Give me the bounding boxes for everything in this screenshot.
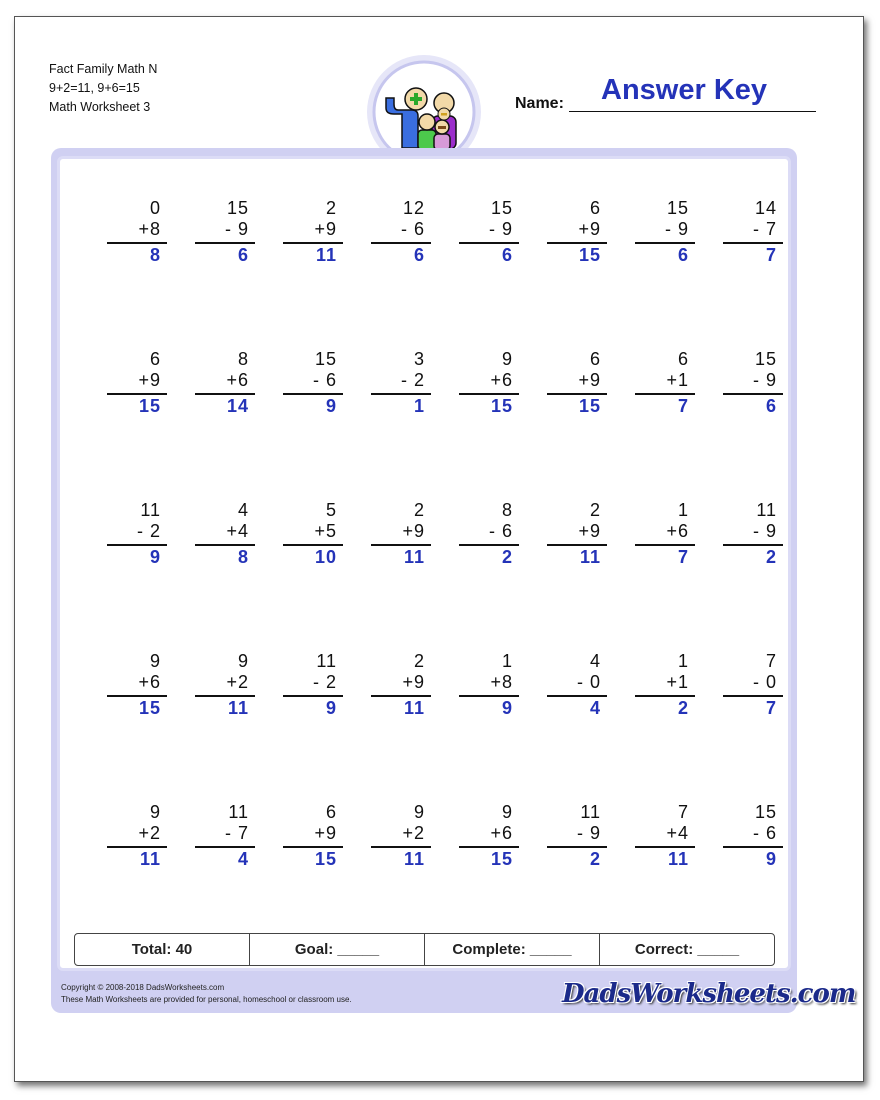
- problem-top-number: 11: [580, 802, 601, 822]
- problem: [283, 802, 343, 872]
- problem-top-number: 7: [677, 802, 689, 822]
- problem: [547, 198, 607, 268]
- answer-key-title: Answer Key: [601, 74, 768, 106]
- answer-line: [723, 242, 783, 244]
- worksheet-subtitle: 9+2=11, 9+6=15: [49, 81, 140, 95]
- answer-line: [459, 393, 519, 395]
- problem: [371, 651, 431, 721]
- problem-top-number: 4: [237, 500, 249, 520]
- problem-answer: 6: [677, 245, 689, 265]
- problem-operand: - 9: [576, 823, 601, 843]
- problem-operand: +6: [666, 521, 689, 541]
- problem-top-number: 12: [402, 198, 425, 218]
- problem-answer: 8: [237, 547, 249, 567]
- answer-line: [635, 695, 695, 697]
- problem: [283, 349, 343, 419]
- problem-answer: 7: [677, 547, 689, 567]
- problem-top-number: 15: [754, 802, 777, 822]
- answer-line: [107, 393, 167, 395]
- problem-answer: 6: [413, 245, 425, 265]
- answer-line: [283, 544, 343, 546]
- answer-line: [283, 393, 343, 395]
- problem-top-number: 2: [325, 198, 337, 218]
- problem-top-number: 9: [237, 651, 249, 671]
- problem: [107, 500, 167, 570]
- problem-operand: - 7: [752, 219, 777, 239]
- problem-answer: 15: [138, 698, 161, 718]
- problem-answer: 15: [578, 396, 601, 416]
- problem-answer: 6: [237, 245, 249, 265]
- problem-answer: 9: [501, 698, 513, 718]
- problem: [635, 802, 695, 872]
- answer-line: [547, 846, 607, 848]
- problem-operand: - 9: [752, 521, 777, 541]
- problem-top-number: 15: [226, 198, 249, 218]
- problem-operand: +9: [578, 370, 601, 390]
- problem: [195, 349, 255, 419]
- answer-line: [459, 695, 519, 697]
- problem-top-number: 6: [325, 802, 337, 822]
- answer-line: [371, 544, 431, 546]
- problem: [635, 651, 695, 721]
- problem-operand: +6: [490, 370, 513, 390]
- problem: [723, 802, 783, 872]
- problem: [195, 198, 255, 268]
- answer-line: [195, 242, 255, 244]
- problem-operand: - 9: [224, 219, 249, 239]
- answer-line: [547, 242, 607, 244]
- problem-operand: +9: [314, 823, 337, 843]
- answer-line: [195, 393, 255, 395]
- problem: [459, 802, 519, 872]
- problem-answer: 2: [765, 547, 777, 567]
- problem-top-number: 15: [666, 198, 689, 218]
- problem-operand: +9: [578, 521, 601, 541]
- problem-answer: 7: [765, 698, 777, 718]
- answer-line: [195, 695, 255, 697]
- problem-answer: 15: [578, 245, 601, 265]
- answer-line: [723, 393, 783, 395]
- answer-line: [635, 393, 695, 395]
- answer-line: [459, 846, 519, 848]
- problem-answer: 8: [149, 245, 161, 265]
- problem-answer: 11: [667, 849, 689, 869]
- problem: [459, 349, 519, 419]
- problem: [635, 500, 695, 570]
- problem-operand: - 7: [224, 823, 249, 843]
- problem-answer: 11: [403, 547, 425, 567]
- problem-operand: +2: [226, 672, 249, 692]
- problem: [459, 500, 519, 570]
- problem-top-number: 9: [501, 802, 513, 822]
- answer-line: [723, 846, 783, 848]
- problem-top-number: 4: [589, 651, 601, 671]
- problem-operand: - 6: [312, 370, 337, 390]
- problem-operand: - 6: [488, 521, 513, 541]
- problem-answer: 9: [765, 849, 777, 869]
- problem-top-number: 6: [589, 349, 601, 369]
- problem-top-number: 1: [677, 500, 689, 520]
- problem-answer: 11: [315, 245, 337, 265]
- problem-top-number: 9: [149, 651, 161, 671]
- answer-line: [723, 695, 783, 697]
- problem-answer: 10: [314, 547, 337, 567]
- problem: [283, 651, 343, 721]
- answer-line: [107, 695, 167, 697]
- answer-line: [371, 393, 431, 395]
- problem-top-number: 15: [490, 198, 513, 218]
- correct-cell[interactable]: Correct: _____: [634, 941, 740, 958]
- problem: [723, 349, 783, 419]
- problem-operand: +5: [314, 521, 337, 541]
- complete-cell[interactable]: Complete: _____: [425, 934, 600, 965]
- problem: [195, 802, 255, 872]
- problem-top-number: 11: [756, 500, 777, 520]
- problem-operand: +9: [138, 370, 161, 390]
- problem: [635, 198, 695, 268]
- problem: [371, 802, 431, 872]
- problem-top-number: 0: [149, 198, 161, 218]
- answer-line: [547, 695, 607, 697]
- problem-operand: +6: [490, 823, 513, 843]
- problem-answer: 9: [325, 396, 337, 416]
- problem: [371, 349, 431, 419]
- problem: [723, 651, 783, 721]
- problem: [547, 651, 607, 721]
- problem: [107, 198, 167, 268]
- problem-operand: - 6: [752, 823, 777, 843]
- problem-answer: 11: [227, 698, 249, 718]
- problem: [283, 198, 343, 268]
- answer-line: [371, 242, 431, 244]
- problem-answer: 11: [403, 698, 425, 718]
- usage-note: These Math Worksheets are provided for personal, homeschool or classroom use.: [61, 995, 352, 1004]
- name-field[interactable]: [569, 111, 816, 112]
- problem-top-number: 2: [589, 500, 601, 520]
- problem-answer: 4: [589, 698, 601, 718]
- problem-answer: 15: [490, 396, 513, 416]
- problem: [371, 500, 431, 570]
- name-label: Name:: [515, 95, 564, 112]
- answer-line: [107, 846, 167, 848]
- score-table: [74, 933, 775, 966]
- answer-line: [635, 242, 695, 244]
- answer-line: [547, 544, 607, 546]
- worksheet-info: [49, 60, 157, 117]
- copyright-text: Copyright © 2008-2018 DadsWorksheets.com: [61, 983, 225, 992]
- problem-top-number: 6: [589, 198, 601, 218]
- problem-operand: +2: [402, 823, 425, 843]
- problem-operand: +9: [402, 672, 425, 692]
- problem: [547, 349, 607, 419]
- problem-answer: 14: [226, 396, 249, 416]
- problem-operand: +6: [226, 370, 249, 390]
- problem-answer: 4: [237, 849, 249, 869]
- problem-operand: +1: [666, 370, 689, 390]
- problem-operand: +8: [138, 219, 161, 239]
- problem-top-number: 5: [325, 500, 337, 520]
- problem-operand: +9: [314, 219, 337, 239]
- problem: [107, 802, 167, 872]
- problem-top-number: 8: [501, 500, 513, 520]
- problem: [459, 198, 519, 268]
- problem-operand: - 9: [664, 219, 689, 239]
- problem-top-number: 11: [140, 500, 161, 520]
- answer-line: [107, 242, 167, 244]
- problem-answer: 11: [579, 547, 601, 567]
- problem-operand: - 0: [752, 672, 777, 692]
- problem-operand: +8: [490, 672, 513, 692]
- problem-answer: 2: [677, 698, 689, 718]
- problem-answer: 11: [403, 849, 425, 869]
- problem-operand: - 0: [576, 672, 601, 692]
- problem-operand: - 2: [400, 370, 425, 390]
- problem-answer: 6: [765, 396, 777, 416]
- worksheet-number: Math Worksheet 3: [49, 100, 151, 114]
- problem-operand: +9: [578, 219, 601, 239]
- problem-top-number: 2: [413, 651, 425, 671]
- answer-line: [195, 544, 255, 546]
- problem-operand: - 9: [488, 219, 513, 239]
- problem: [547, 802, 607, 872]
- problem-operand: +9: [402, 521, 425, 541]
- answer-line: [459, 242, 519, 244]
- problem: [635, 349, 695, 419]
- goal-cell[interactable]: Goal: _____: [250, 934, 425, 965]
- answer-line: [635, 846, 695, 848]
- problem: [107, 651, 167, 721]
- problem-top-number: 6: [149, 349, 161, 369]
- problem-top-number: 9: [149, 802, 161, 822]
- problem-answer: 2: [589, 849, 601, 869]
- answer-line: [635, 544, 695, 546]
- problem-top-number: 11: [228, 802, 249, 822]
- problem-operand: +4: [666, 823, 689, 843]
- answer-line: [195, 846, 255, 848]
- problem-top-number: 3: [413, 349, 425, 369]
- footer: [61, 982, 352, 1006]
- problem-operand: +6: [138, 672, 161, 692]
- problem-top-number: 9: [501, 349, 513, 369]
- problem-top-number: 2: [413, 500, 425, 520]
- answer-line: [723, 544, 783, 546]
- answer-line: [107, 544, 167, 546]
- problem-answer: 9: [149, 547, 161, 567]
- problem-top-number: 1: [677, 651, 689, 671]
- answer-line: [547, 393, 607, 395]
- worksheet-title: Fact Family Math N: [49, 62, 158, 76]
- problem-top-number: 6: [677, 349, 689, 369]
- problem-top-number: 14: [754, 198, 777, 218]
- problem-operand: - 6: [400, 219, 425, 239]
- problem: [459, 651, 519, 721]
- problem: [107, 349, 167, 419]
- problem-operand: +4: [226, 521, 249, 541]
- problem-answer: 6: [501, 245, 513, 265]
- problem-answer: 7: [765, 245, 777, 265]
- answer-line: [459, 544, 519, 546]
- answer-line: [371, 846, 431, 848]
- problem-operand: +2: [138, 823, 161, 843]
- total-cell: Total: 40: [75, 934, 250, 965]
- problem-operand: - 2: [312, 672, 337, 692]
- problem-answer: 7: [677, 396, 689, 416]
- problem-top-number: 7: [765, 651, 777, 671]
- answer-line: [283, 846, 343, 848]
- problem: [283, 500, 343, 570]
- problem-top-number: 15: [754, 349, 777, 369]
- problem-answer: 15: [314, 849, 337, 869]
- problem: [195, 500, 255, 570]
- problem-answer: 15: [138, 396, 161, 416]
- problem: [371, 198, 431, 268]
- answer-line: [283, 695, 343, 697]
- problem-answer: 2: [501, 547, 513, 567]
- problem-top-number: 8: [237, 349, 249, 369]
- problem: [723, 198, 783, 268]
- problem-top-number: 1: [501, 651, 513, 671]
- problem-answer: 15: [490, 849, 513, 869]
- problem-operand: +1: [666, 672, 689, 692]
- problem-answer: 9: [325, 698, 337, 718]
- problem-answer: 11: [139, 849, 161, 869]
- problem-top-number: 11: [316, 651, 337, 671]
- answer-line: [283, 242, 343, 244]
- problem: [547, 500, 607, 570]
- problem-operand: - 2: [136, 521, 161, 541]
- answer-line: [371, 695, 431, 697]
- problem: [195, 651, 255, 721]
- problem-top-number: 15: [314, 349, 337, 369]
- brand-logo: DadsWorksheets.com: [562, 979, 856, 1009]
- problem-operand: - 9: [752, 370, 777, 390]
- problem: [723, 500, 783, 570]
- problem-top-number: 9: [413, 802, 425, 822]
- problem-answer: 1: [413, 396, 425, 416]
